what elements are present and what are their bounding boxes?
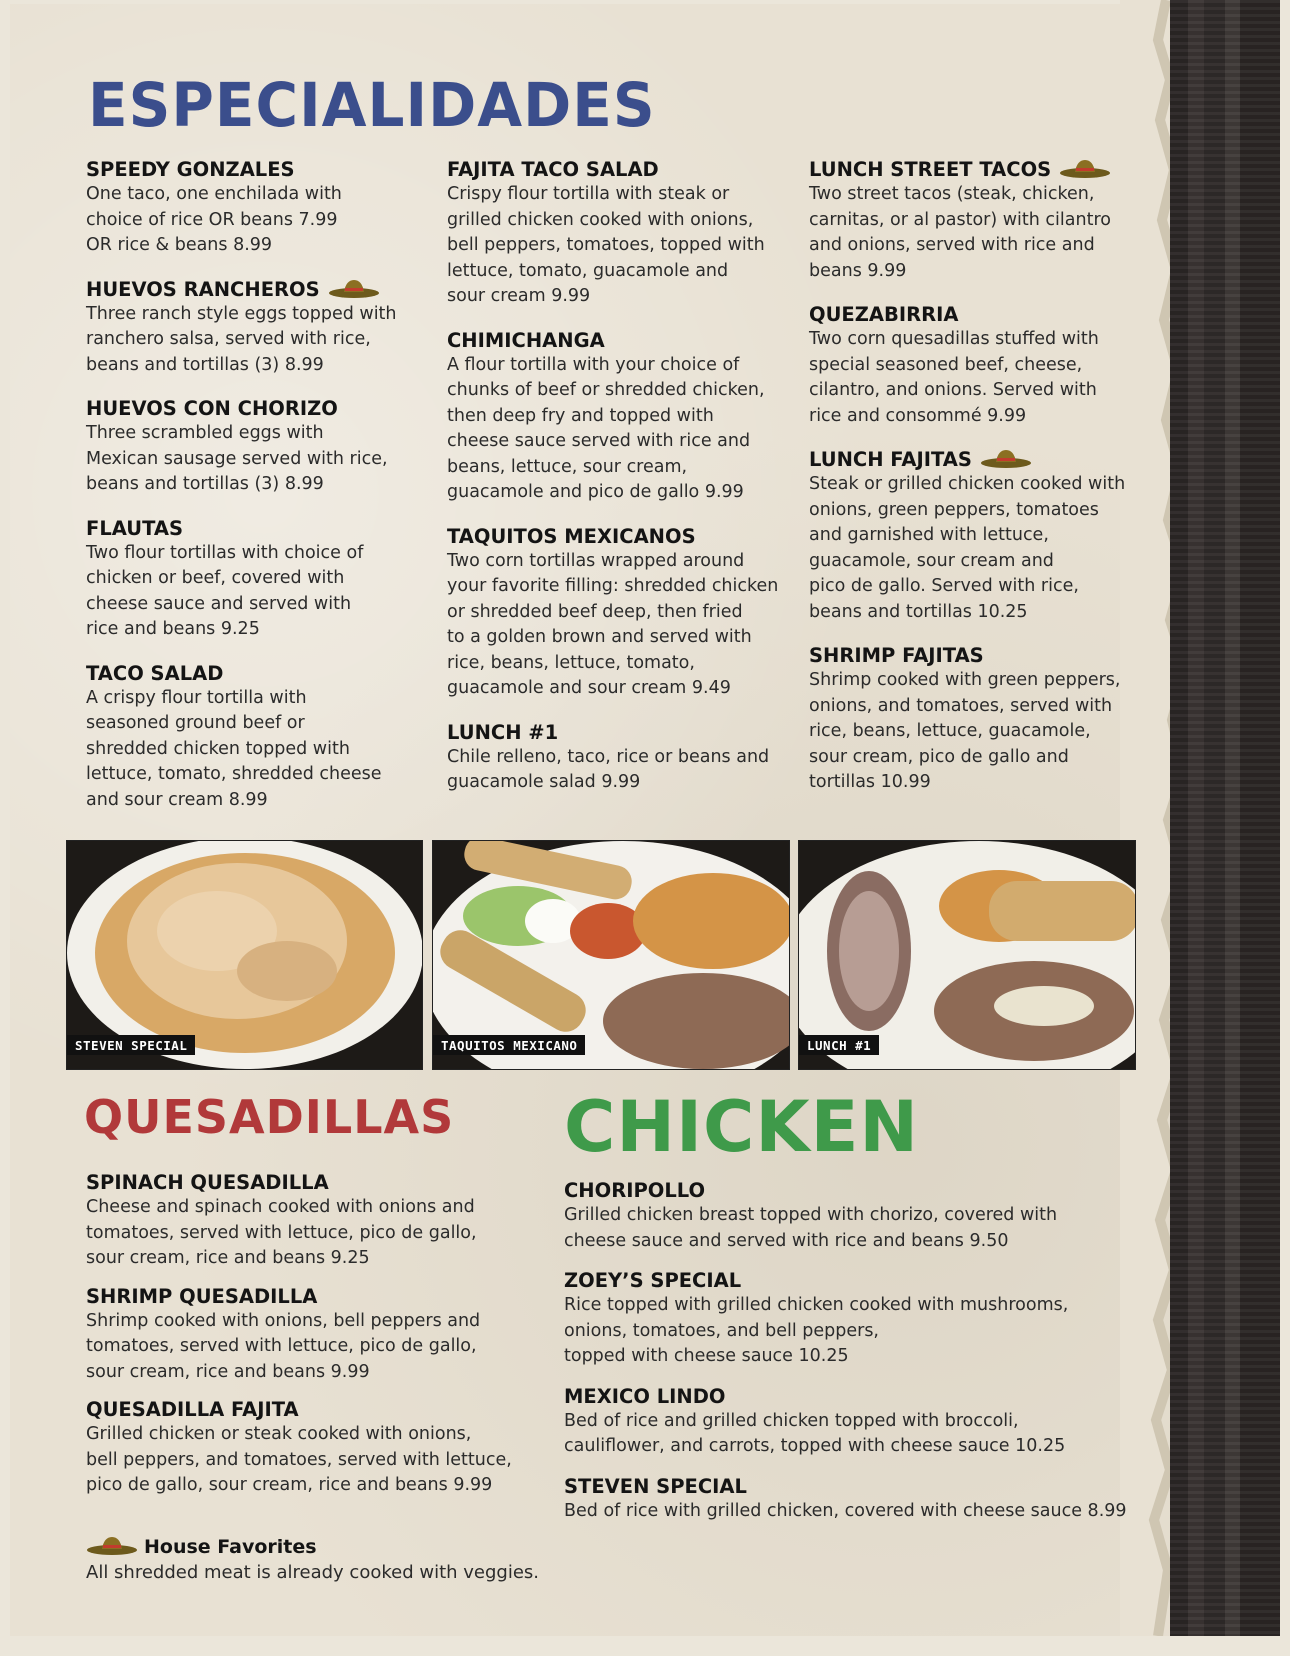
photo-label: LUNCH #1: [799, 1035, 879, 1055]
menu-item-description: Two flour tortillas with choice of chicken or beef, covered with cheese sauce and served with rice and beans 9.25: [86, 542, 364, 639]
menu-item: [564, 1384, 1144, 1460]
especialidades-title: ESPECIALIDADES: [88, 69, 656, 141]
menu-item-description: Two corn tortillas wrapped around your favorite filling: shredded chicken or shredded beef deep, then fried to a golden brown and served with rice, beans, lettuce, tomato, guacamole and sour cream 9.49: [447, 550, 779, 698]
menu-item: [86, 1170, 556, 1272]
menu-item-description: Bed of rice with grilled chicken, covered with cheese sauce 8.99: [564, 1500, 1127, 1521]
menu-item-name-text: STEVEN SPECIAL: [564, 1474, 747, 1498]
menu-item-name: [86, 1170, 556, 1195]
menu-item: [86, 1284, 556, 1386]
menu-item-description: A flour tortilla with your choice of chunks of beef or shredded chicken, then deep fry and topped with cheese sauce served with rice and beans, lettuce, sour cream, guacamole and pico de gallo 9.99: [447, 354, 765, 502]
menu-item-name: [447, 720, 792, 745]
menu-item: [564, 1178, 1144, 1254]
menu-item-name: [564, 1384, 1144, 1409]
menu-item-name-text: TAQUITOS MEXICANOS: [447, 524, 696, 548]
menu-item-name: [564, 1178, 1144, 1203]
menu-item-name-text: FLAUTAS: [86, 516, 183, 540]
menu-item-name: [447, 157, 792, 182]
menu-item-name: [809, 643, 1139, 668]
sombrero-icon: [86, 1534, 138, 1556]
menu-item-description: Shrimp cooked with green peppers, onions, and tomatoes, served with rice, beans, lettuce, guacamole, sour cream, pico de gallo and tortillas 10.99: [809, 670, 1121, 792]
house-favorites-text: All shredded meat is already cooked with veggies.: [86, 1562, 540, 1583]
especialidades-column-1: [86, 157, 431, 831]
menu-item-name: [809, 302, 1139, 327]
menu-item-description: One taco, one enchilada with choice of rice OR beans 7.99 OR rice & beans 8.99: [86, 184, 342, 255]
menu-item: [86, 661, 431, 814]
menu-item: [86, 1397, 556, 1499]
menu-item-name: [86, 396, 431, 421]
menu-item: [447, 524, 792, 702]
menu-item-name-text: SHRIMP QUESADILLA: [86, 1284, 318, 1308]
menu-item-description: Shrimp cooked with onions, bell peppers and tomatoes, served with lettuce, pico de gallo, sour cream, rice and beans 9.99: [86, 1310, 481, 1382]
menu-item-description: Two corn quesadillas stuffed with special seasoned beef, cheese, cilantro, and onions. Served with rice and consommé 9.99: [809, 329, 1099, 426]
menu-item-name: [809, 447, 1139, 472]
menu-item-name-text: ZOEY’S SPECIAL: [564, 1269, 742, 1292]
chicken-list: [564, 1178, 1144, 1538]
quesadillas-title: QUESADILLAS: [84, 1090, 455, 1144]
menu-item: [86, 277, 431, 379]
menu-item-name-text: SPEEDY GONZALES: [86, 158, 295, 181]
menu-item: [809, 643, 1139, 796]
menu-item-name-text: HUEVOS RANCHEROS: [86, 277, 320, 301]
menu-item-name: [447, 524, 792, 549]
menu-item-name: [564, 1474, 1144, 1499]
menu-item-description: Three ranch style eggs topped with ranchero salsa, served with rice, beans and tortillas (3) 8.99: [86, 303, 397, 375]
menu-item: [86, 396, 431, 498]
menu-item-description: Three scrambled eggs with Mexican sausage served with rice, beans and tortillas (3) 8.99: [86, 423, 388, 494]
menu-item-description: Rice topped with grilled chicken cooked with mushrooms, onions, tomatoes, and bell peppers, topped with cheese sauce 10.25: [564, 1295, 1069, 1366]
menu-item-name-text: QUESADILLA FAJITA: [86, 1398, 299, 1421]
menu-item: [809, 157, 1139, 284]
house-favorites-note: [86, 1534, 539, 1583]
sombrero-icon: [328, 277, 380, 299]
menu-item-description: Crispy flour tortilla with steak or grilled chicken cooked with onions, bell peppers, tomatoes, topped with lettuce, tomato, guacamole and sour cream 9.99: [447, 184, 765, 306]
menu-item: [809, 447, 1139, 625]
menu-item: [86, 157, 431, 259]
photo-lunch-1: [798, 840, 1136, 1070]
menu-item-name-text: CHIMICHANGA: [447, 328, 605, 352]
menu-item-description: Steak or grilled chicken cooked with onions, green peppers, tomatoes and garnished with lettuce, guacamole, sour cream and pico de gallo. Served with rice, beans and tortillas 10.25: [809, 474, 1126, 622]
menu-item-name: [447, 328, 792, 353]
menu-item-name-text: QUEZABIRRIA: [809, 303, 959, 326]
menu-item: [447, 328, 792, 506]
menu-item-name-text: SPINACH QUESADILLA: [86, 1171, 329, 1194]
menu-item-description: Two street tacos (steak, chicken, carnitas, or al pastor) with cilantro and onions, served with rice and beans 9.99: [809, 184, 1111, 281]
especialidades-column-3: [809, 157, 1139, 814]
menu-item-name: [809, 157, 1139, 182]
menu-item-name-text: LUNCH STREET TACOS: [809, 158, 1052, 181]
menu-item-name-text: MEXICO LINDO: [564, 1384, 726, 1408]
menu-item: [564, 1268, 1144, 1370]
menu-item-name-text: HUEVOS CON CHORIZO: [86, 397, 338, 420]
menu-item-name: [86, 516, 431, 541]
menu-item-name-text: SHRIMP FAJITAS: [809, 644, 984, 667]
menu-item-name: [564, 1268, 1144, 1293]
wood-background: [1170, 0, 1280, 1636]
menu-item-name-text: CHORIPOLLO: [564, 1179, 706, 1202]
menu-item-name-text: LUNCH FAJITAS: [809, 448, 972, 471]
house-favorites-title: House Favorites: [144, 1536, 317, 1558]
menu-item-name: [86, 1397, 556, 1422]
photo-label: TAQUITOS MEXICANO: [433, 1035, 585, 1055]
menu-item-description: Bed of rice and grilled chicken topped with broccoli, cauliflower, and carrots, topped with cheese sauce 10.25: [564, 1410, 1066, 1456]
menu-item-description: Chile relleno, taco, rice or beans and guacamole salad 9.99: [447, 746, 770, 792]
menu-item-description: A crispy flour tortilla with seasoned ground beef or shredded chicken topped with lettuce, tomato, shredded cheese and sour cream 8.99: [86, 687, 382, 810]
sombrero-icon: [1059, 157, 1111, 179]
menu-item-name-text: FAJITA TACO SALAD: [447, 158, 659, 181]
photo-label: STEVEN SPECIAL: [67, 1035, 195, 1055]
menu-item-name: [86, 661, 431, 686]
photo-steven-special: [66, 840, 423, 1070]
especialidades-column-2: [447, 157, 792, 814]
menu-item-name: [86, 1284, 556, 1309]
photo-taquitos-mexicano: [432, 840, 790, 1070]
menu-item: [447, 157, 792, 310]
menu-item: [809, 302, 1139, 429]
menu-item-description: Cheese and spinach cooked with onions and tomatoes, served with lettuce, pico de gallo, sour cream, rice and beans 9.25: [86, 1197, 477, 1268]
menu-item: [86, 516, 431, 643]
menu-item-description: Grilled chicken or steak cooked with onions, bell peppers, and tomatoes, served with lettuce, pico de gallo, sour cream, rice and beans 9.99: [86, 1424, 512, 1495]
menu-item-name: [86, 157, 431, 182]
menu-item-name: [86, 277, 431, 302]
menu-item-description: Grilled chicken breast topped with chorizo, covered with cheese sauce and served with rice and beans 9.50: [564, 1205, 1058, 1251]
quesadillas-list: [86, 1170, 556, 1511]
menu-item-name-text: TACO SALAD: [86, 661, 224, 685]
menu-item-name-text: LUNCH #1: [447, 720, 559, 744]
chicken-title: CHICKEN: [564, 1086, 920, 1168]
menu-item: [564, 1474, 1144, 1525]
menu-item: [447, 720, 792, 796]
sombrero-icon: [980, 447, 1032, 469]
